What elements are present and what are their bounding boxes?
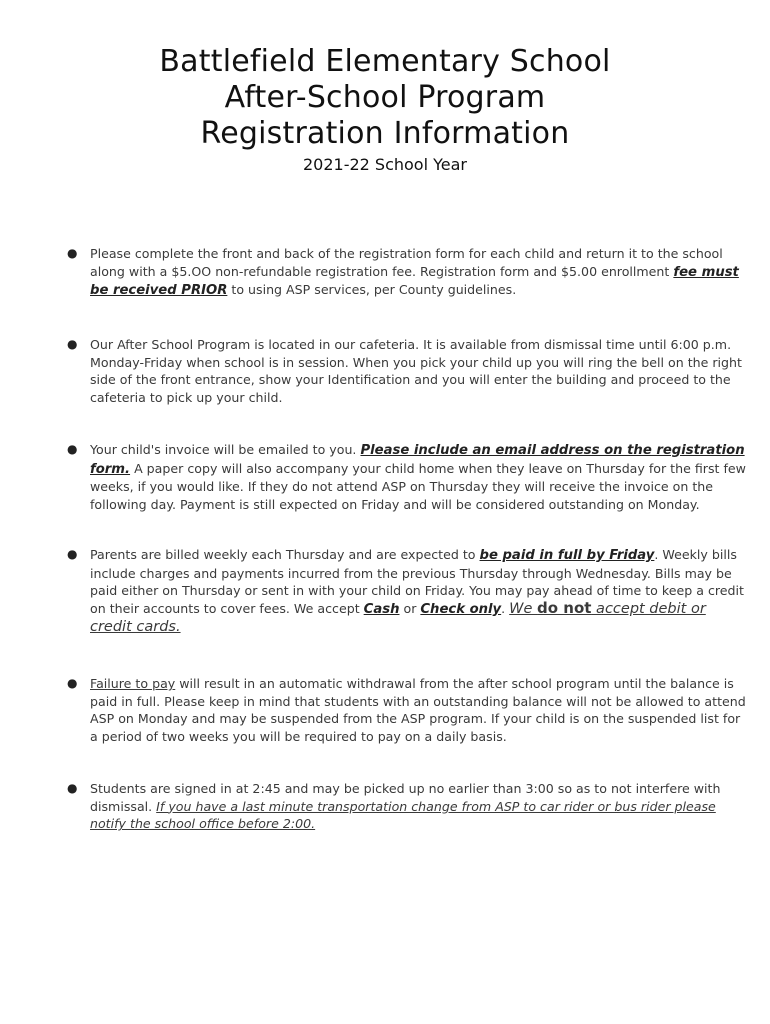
bullet-dot: ● <box>67 442 78 456</box>
failure-text: will result in an automatic withdrawal from the after school program until the balance is paid in full. Please keep in mind that students with an outstanding balance will not be allowed to attend ASP on Monday and may be suspended from the ASP program. If your child is on the suspended list for a period of two weeks you will be required to pay on a daily basis. <box>90 676 746 744</box>
bullet-dot: ● <box>67 337 78 351</box>
bullet-signin <box>67 780 750 833</box>
cards-text: accept debit or credit cards. <box>90 600 706 636</box>
billing-text: Parents are billed weekly each Thursday and are expected to <box>90 547 480 562</box>
school-name-title: Battlefield Elementary School <box>159 44 611 79</box>
billing-text-mid: . Weekly bills include charges and payments incurred from the previous Thursday through Wednesday. Bills may be paid either on Thursday or sent in with your child on Friday. You may pay ahead of time to keep a credit on their accounts to cover fees. We accept <box>90 547 744 616</box>
failure-emphasis: Failure to pay <box>90 676 176 691</box>
we-text: We <box>509 600 538 617</box>
registration-title: Registration Information <box>200 116 570 151</box>
registration-text: Please complete the front and back of the registration form for each child and return it to the school along with a $5.OO non-refundable registration fee. Registration form and $5.00 enrollment <box>90 246 723 279</box>
school-year-subtitle: 2021-22 School Year <box>302 155 467 174</box>
check-emphasis: Check only <box>420 601 502 617</box>
program-title: After-School Program <box>224 80 546 115</box>
do-not-emphasis: do not <box>537 598 592 617</box>
billing-or: or <box>399 600 421 616</box>
registration-emphasis: fee must be received PRIOR <box>90 264 739 299</box>
bullet-dot: ● <box>67 246 78 260</box>
bullet-dot: ● <box>67 547 78 561</box>
document-header <box>0 44 770 176</box>
bullet-dot: ● <box>67 676 78 690</box>
signin-text: Students are signed in at 2:45 and may be picked up no earlier than 3:00 so as to not interfere with dismissal. <box>90 781 721 814</box>
bullet-dot: ● <box>67 781 78 795</box>
cash-emphasis: Cash <box>363 601 400 617</box>
location-text: Our After School Program is located in our cafeteria. It is available from dismissal time until 6:00 p.m. Monday-Friday when school is in session. When you pick your child up you will ring the bell on the right side of the front entrance, show your Identification and you will enter the building and proceed to the cafeteria to pick up your child. <box>90 337 742 405</box>
bullet-invoice <box>67 441 750 513</box>
bullet-registration <box>67 245 750 300</box>
billing-period: . <box>501 600 510 616</box>
transportation-note: If you have a last minute transportation change from ASP to car rider or bus rider please notify the school office before 2:00. <box>90 798 716 832</box>
invoice-text: Your child's invoice will be emailed to you. <box>90 442 361 457</box>
bullet-billing <box>67 546 750 637</box>
bullet-failure <box>67 675 750 745</box>
billing-emphasis: be paid in full by Friday <box>479 548 655 563</box>
invoice-emphasis: Please include an email address on the registration form. <box>90 443 745 477</box>
registration-text-end: to using ASP services, per County guidelines. <box>227 282 517 298</box>
bullet-location <box>67 336 750 406</box>
invoice-text-end: A paper copy will also accompany your child home when they leave on Thursday for the first few weeks, if you would like. If they do not attend ASP on Thursday they will receive the invoice on the following day. Payment is still expected on Friday and will be considered outstanding on Monday. <box>90 460 746 512</box>
